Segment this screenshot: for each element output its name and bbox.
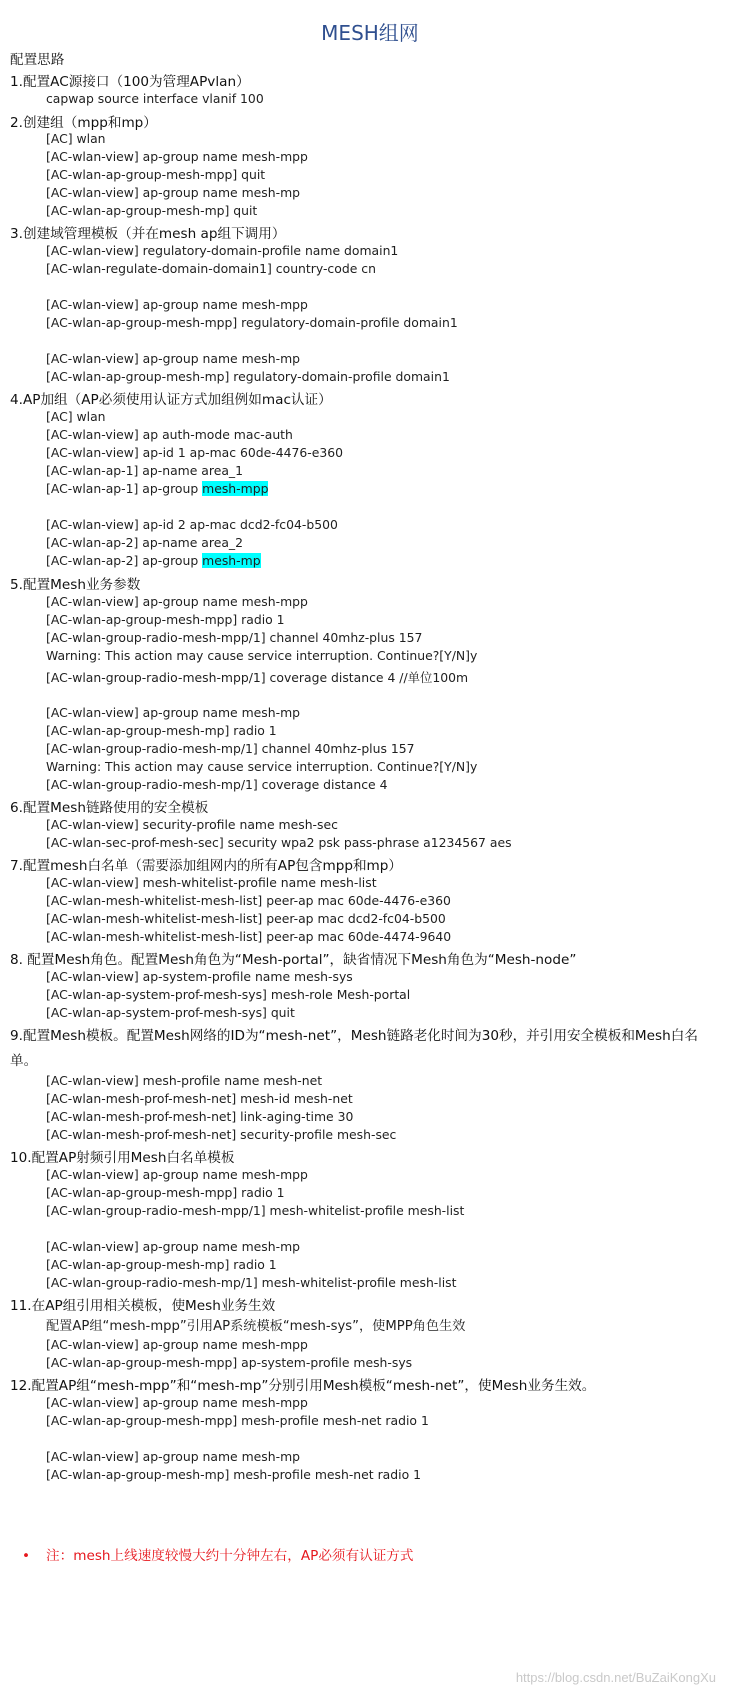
command-line: [AC-wlan-view] ap-group name mesh-mpp — [46, 297, 308, 312]
command-line: [AC-wlan-ap-group-mesh-mp] quit — [46, 203, 258, 218]
section-heading: 1.配置AC源接口（100为管理APvlan） — [10, 74, 250, 90]
command-line: [AC-wlan-regulate-domain-domain1] country-code cn — [46, 261, 376, 276]
watermark: https://blog.csdn.net/BuZaiKongXu — [515, 1670, 716, 1685]
command-line: [AC-wlan-group-radio-mesh-mp/1] channel 40mhz-plus 157 — [46, 741, 415, 756]
command-line: [AC-wlan-view] ap-id 2 ap-mac dcd2-fc04-b500 — [46, 517, 338, 532]
command-line: [AC-wlan-mesh-whitelist-mesh-list] peer-ap mac 60de-4474-9640 — [46, 929, 452, 944]
command-line: [AC-wlan-view] ap-group name mesh-mpp — [46, 594, 308, 609]
command-line: [AC-wlan-view] ap-group name mesh-mp — [46, 1239, 301, 1254]
command-line — [46, 553, 261, 568]
section-heading: 9.配置Mesh模板。配置Mesh网络的ID为“mesh-net”，Mesh链路老化时间为30秒，并引用安全模板和Mesh白名 — [10, 1028, 698, 1044]
warning-note — [22, 1544, 414, 1564]
section-heading: 2.创建组（mpp和mp） — [10, 115, 157, 131]
command-line: [AC-wlan-view] ap auth-mode mac-auth — [46, 427, 293, 442]
command-line: [AC-wlan-group-radio-mesh-mp/1] coverage distance 4 — [46, 777, 388, 792]
command-line: [AC-wlan-group-radio-mesh-mpp/1] coverage distance 4 //单位100m — [46, 670, 469, 685]
command-line: [AC-wlan-view] regulatory-domain-profile name domain1 — [46, 243, 399, 258]
command-line: [AC-wlan-sec-prof-mesh-sec] security wpa2 psk pass-phrase a1234567 aes — [46, 835, 512, 850]
command-line: [AC-wlan-view] ap-group name mesh-mpp — [46, 1395, 308, 1410]
command-line: [AC-wlan-ap-1] ap-name area_1 — [46, 463, 244, 478]
command-text: [AC-wlan-ap-2] ap-group — [46, 553, 203, 568]
highlighted-group-name: mesh-mp — [202, 553, 261, 568]
command-text: [AC-wlan-ap-1] ap-group — [46, 481, 203, 496]
command-line: [AC-wlan-ap-group-mesh-mp] radio 1 — [46, 1257, 277, 1272]
command-line: [AC-wlan-ap-group-mesh-mp] radio 1 — [46, 723, 277, 738]
command-line: [AC-wlan-view] ap-group name mesh-mpp — [46, 1337, 308, 1352]
description-line: 配置AP组“mesh-mpp”引用AP系统模板“mesh-sys”，使MPP角色生效 — [46, 1319, 466, 1334]
section-heading: 8. 配置Mesh角色。配置Mesh角色为“Mesh-portal”，缺省情况下Mesh角色为“Mesh-node” — [10, 952, 577, 968]
command-line: [AC-wlan-mesh-prof-mesh-net] security-profile mesh-sec — [46, 1127, 397, 1142]
section-heading: 4.AP加组（AP必须使用认证方式加组例如mac认证） — [10, 392, 332, 408]
command-line: [AC] wlan — [46, 409, 106, 424]
command-line: [AC-wlan-ap-group-mesh-mpp] radio 1 — [46, 1185, 285, 1200]
command-line: [AC-wlan-ap-group-mesh-mp] mesh-profile mesh-net radio 1 — [46, 1467, 421, 1482]
command-line: [AC-wlan-view] ap-group name mesh-mpp — [46, 149, 308, 164]
command-line: [AC-wlan-ap-group-mesh-mpp] ap-system-profile mesh-sys — [46, 1355, 413, 1370]
command-line: [AC-wlan-view] ap-group name mesh-mp — [46, 1449, 301, 1464]
command-line: [AC-wlan-ap-2] ap-name area_2 — [46, 535, 244, 550]
command-line: [AC-wlan-view] ap-group name mesh-mp — [46, 351, 301, 366]
command-line: [AC-wlan-group-radio-mesh-mpp/1] channel 40mhz-plus 157 — [46, 630, 423, 645]
highlighted-group-name: mesh-mpp — [202, 481, 269, 496]
command-line — [46, 481, 268, 496]
command-line: [AC-wlan-group-radio-mesh-mp/1] mesh-whitelist-profile mesh-list — [46, 1275, 457, 1290]
section-heading: 11.在AP组引用相关模板，使Mesh业务生效 — [10, 1298, 276, 1314]
command-line: [AC-wlan-view] ap-group name mesh-mpp — [46, 1167, 308, 1182]
command-line: capwap source interface vlanif 100 — [46, 91, 264, 106]
bullet-icon: • — [22, 1548, 31, 1564]
section-heading: 10.配置AP射频引用Mesh白名单模板 — [10, 1150, 235, 1166]
command-line: [AC-wlan-ap-system-prof-mesh-sys] mesh-role Mesh-portal — [46, 987, 411, 1002]
note-text: 注：mesh上线速度较慢大约十分钟左右，AP必须有认证方式 — [46, 1548, 414, 1564]
command-line: [AC-wlan-view] ap-system-profile name mesh-sys — [46, 969, 353, 984]
command-line: [AC-wlan-mesh-prof-mesh-net] link-aging-time 30 — [46, 1109, 354, 1124]
page-title: MESH组网 — [321, 21, 419, 45]
command-line: Warning: This action may cause service interruption. Continue?[Y/N]y — [46, 648, 478, 663]
command-line: [AC-wlan-view] mesh-profile name mesh-net — [46, 1073, 323, 1088]
command-line: [AC-wlan-ap-group-mesh-mpp] radio 1 — [46, 612, 285, 627]
command-line: [AC-wlan-view] ap-group name mesh-mp — [46, 705, 301, 720]
section-heading: 7.配置mesh白名单（需要添加组网内的所有AP包含mpp和mp） — [10, 858, 403, 874]
command-line: Warning: This action may cause service interruption. Continue?[Y/N]y — [46, 759, 478, 774]
command-line: [AC] wlan — [46, 131, 106, 146]
command-line: [AC-wlan-ap-group-mesh-mpp] mesh-profile mesh-net radio 1 — [46, 1413, 429, 1428]
command-line: [AC-wlan-group-radio-mesh-mpp/1] mesh-whitelist-profile mesh-list — [46, 1203, 465, 1218]
section-heading: 配置思路 — [10, 52, 65, 68]
command-line: [AC-wlan-ap-system-prof-mesh-sys] quit — [46, 1005, 295, 1020]
command-line: [AC-wlan-view] mesh-whitelist-profile name mesh-list — [46, 875, 377, 890]
section-heading: 12.配置AP组“mesh-mpp”和“mesh-mp”分别引用Mesh模板“mesh-net”，使Mesh业务生效。 — [10, 1378, 596, 1394]
section-heading: 5.配置Mesh业务参数 — [10, 577, 141, 593]
command-line: [AC-wlan-ap-group-mesh-mpp] regulatory-domain-profile domain1 — [46, 315, 458, 330]
command-line: [AC-wlan-view] security-profile name mesh-sec — [46, 817, 338, 832]
command-line: [AC-wlan-mesh-whitelist-mesh-list] peer-ap mac 60de-4476-e360 — [46, 893, 451, 908]
command-line: [AC-wlan-view] ap-id 1 ap-mac 60de-4476-e360 — [46, 445, 344, 460]
command-line: [AC-wlan-ap-group-mesh-mpp] quit — [46, 167, 266, 182]
command-line: [AC-wlan-mesh-whitelist-mesh-list] peer-ap mac dcd2-fc04-b500 — [46, 911, 446, 926]
section-heading-continued: 单。 — [10, 1053, 38, 1069]
command-line: [AC-wlan-mesh-prof-mesh-net] mesh-id mesh-net — [46, 1091, 353, 1106]
section-heading: 3.创建域管理模板（并在mesh ap组下调用） — [10, 226, 286, 242]
section-heading: 6.配置Mesh链路使用的安全模板 — [10, 800, 209, 816]
command-line: [AC-wlan-ap-group-mesh-mp] regulatory-domain-profile domain1 — [46, 369, 450, 384]
command-line: [AC-wlan-view] ap-group name mesh-mp — [46, 185, 301, 200]
